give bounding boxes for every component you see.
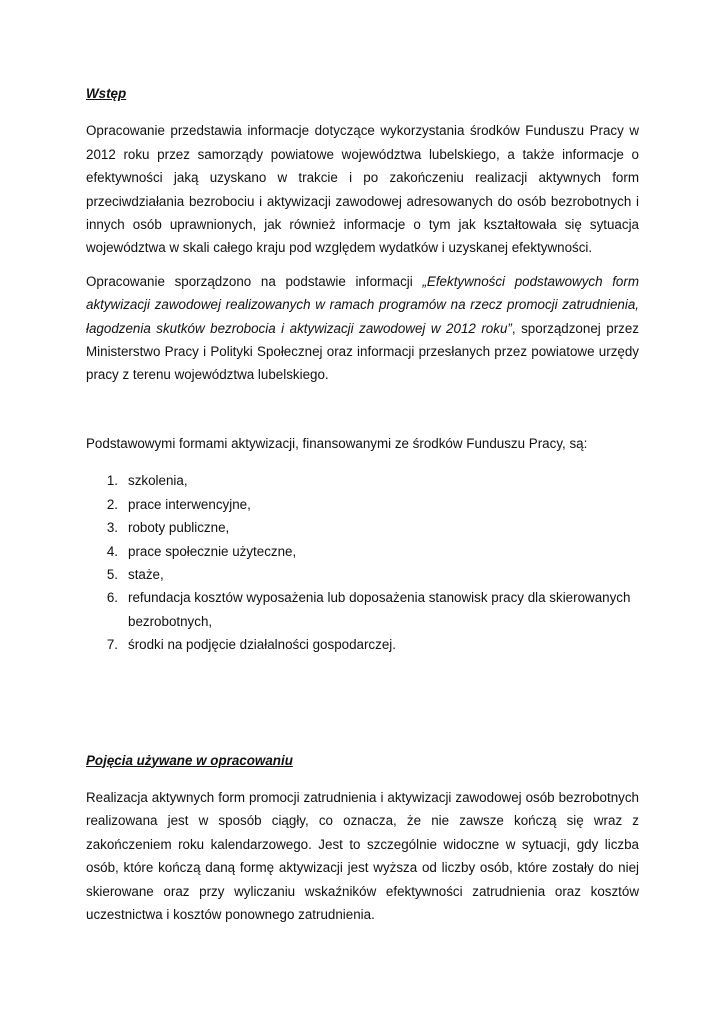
para2-start: Opracowanie sporządzono na podstawie informacji [86, 273, 423, 289]
forms-lead: Podstawowymi formami aktywizacji, finansowanymi ze środków Funduszu Pracy, są: [86, 435, 588, 451]
intro-paragraph-2 [86, 270, 639, 387]
para2-end: , sporządzonej przez Ministerstwo Pracy i Polityki Społecznej oraz informacji przesłanych przez powiatowe urzędy pracy z terenu województwa lubelskiego. [86, 320, 639, 383]
list-item: 2. prace interwencyjne, [106, 496, 251, 512]
intro-heading: Wstęp [86, 86, 127, 101]
forms-list [86, 469, 639, 656]
list-item: 3. roboty publiczne, [106, 520, 230, 536]
list-item: 5. staże, [106, 566, 164, 582]
list-item: 4. prace społecznie użyteczne, [106, 543, 297, 559]
concepts-heading: Pojęcia używane w opracowaniu [86, 752, 293, 768]
list-item: 1. szkolenia, [106, 473, 188, 489]
list-item: 6. refundacja kosztów wyposażenia lub doposażenia stanowisk pracy dla skierowanych bezrobotnych, [106, 590, 631, 629]
list-item: 7. środki na podjęcie działalności gospodarczej. [106, 637, 396, 653]
intro-paragraph-1: Opracowanie przedstawia informacje dotyczące wykorzystania środków Funduszu Pracy w 2012 roku przez samorządy powiatowe województwa lubelskiego, a także informacje o efektywności jaką uzyskano w trakcie i po zakończeniu realizacji aktywnych form przeciwdziałania bezrobociu i aktywizacji zawodowej adresowanych do osób bezrobotnych i innych osób uprawnionych, jak również informacje o tym jak kształtowała się sytuacja województwa w skali całego kraju pod względem wydatków i uzyskanej efektywności. [86, 123, 639, 256]
para2-source-title: „Efektywności podstawowych form aktywizacji zawodowej realizowanych w ramach programów na rzecz promocji zatrudnienia, łagodzenia skutków bezrobocia i aktywizacji zawodowej w 2012 roku” [86, 273, 639, 336]
concepts-paragraph: Realizacja aktywnych form promocji zatrudnienia i aktywizacji zawodowej osób bezrobotnych realizowana jest w sposób ciągły, co oznacza, że nie zawsze kończą się wraz z zakończeniem roku kalendarzowego. Jest to szczególnie widoczne w sytuacji, gdy liczba osób, które kończą daną formę aktywizacji jest wyższa od liczby osób, które zostały do niej skierowane oraz przy wyliczaniu wskaźników efektywności zatrudnienia oraz kosztów uczestnictwa i kosztów ponownego zatrudnienia. [86, 789, 639, 922]
document-page [86, 80, 639, 926]
